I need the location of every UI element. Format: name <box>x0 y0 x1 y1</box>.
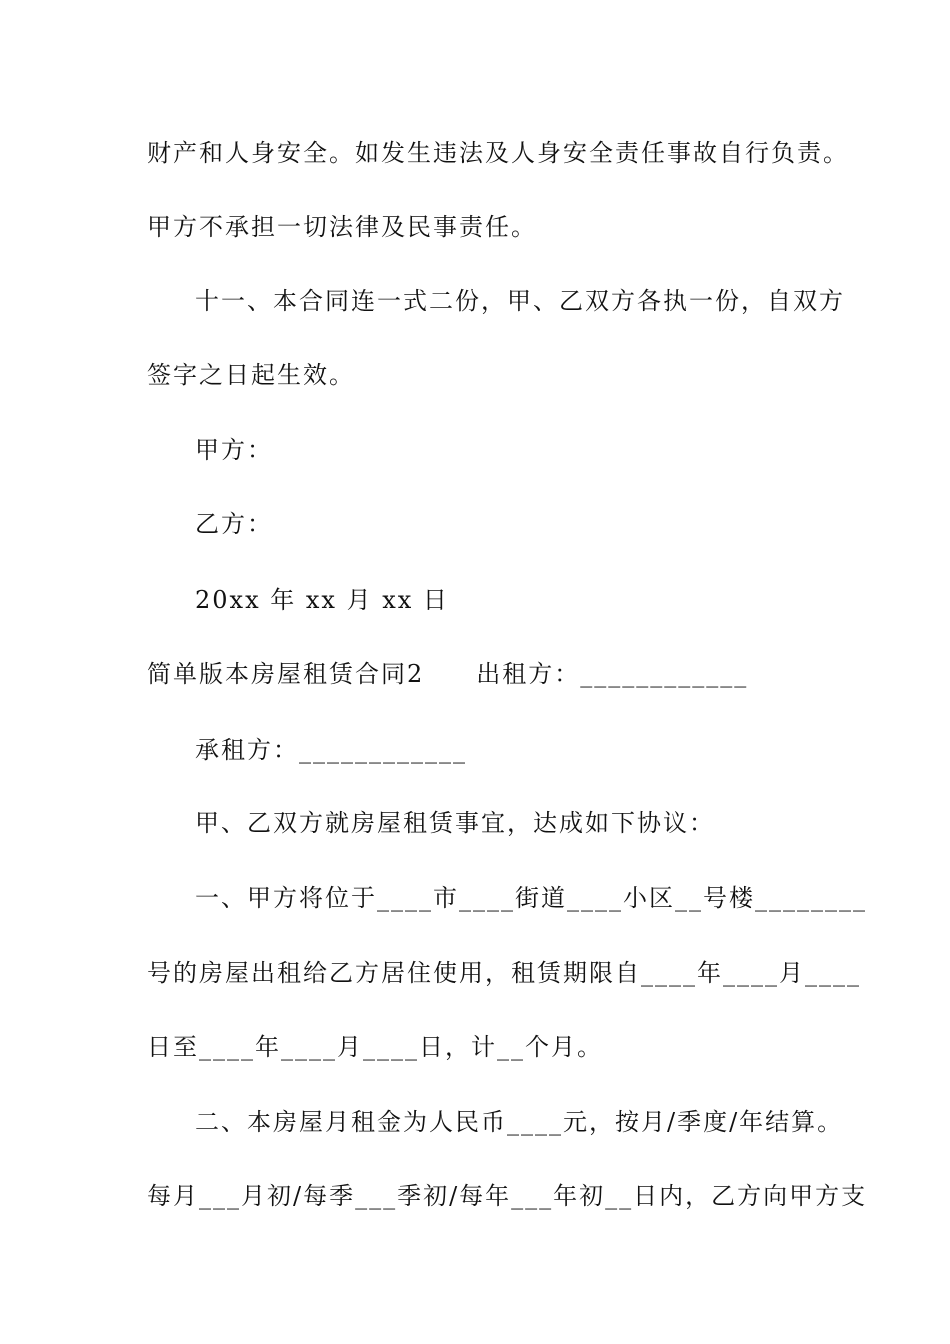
clause-2-line-2: 每月___月初/每季___季初/每年___年初__日内，乙方向甲方支 <box>147 1182 868 1210</box>
signature-date: 20xx 年 xx 月 xx 日 <box>195 586 449 614</box>
text-line-1: 财产和人身安全。如发生违法及人身安全责任事故自行负责。 <box>147 139 849 167</box>
agreement-intro: 甲、乙双方就房屋租赁事宜，达成如下协议： <box>195 809 715 837</box>
clause-2-line-1: 二、本房屋月租金为人民币____元，按月/季度/年结算。 <box>195 1108 844 1136</box>
text-line-2: 甲方不承担一切法律及民事责任。 <box>147 213 537 241</box>
clause-11-line-1: 十一、本合同连一式二份，甲、乙双方各执一份，自双方 <box>195 287 845 315</box>
party-a-signature: 甲方： <box>195 436 273 464</box>
clause-11-line-2: 签字之日起生效。 <box>147 361 355 389</box>
clause-1-line-2: 号的房屋出租给乙方居住使用，租赁期限自____年____月____ <box>147 959 861 987</box>
party-b-signature: 乙方： <box>195 510 273 538</box>
clause-1-line-3: 日至____年____月____日，计__个月。 <box>147 1033 603 1061</box>
contract-title-lessor: 简单版本房屋租赁合同2 出租方：____________ <box>147 660 749 688</box>
lessee-field: 承租方：____________ <box>195 736 467 764</box>
clause-1-line-1: 一、甲方将位于____市____街道____小区__号楼________ <box>195 884 867 912</box>
